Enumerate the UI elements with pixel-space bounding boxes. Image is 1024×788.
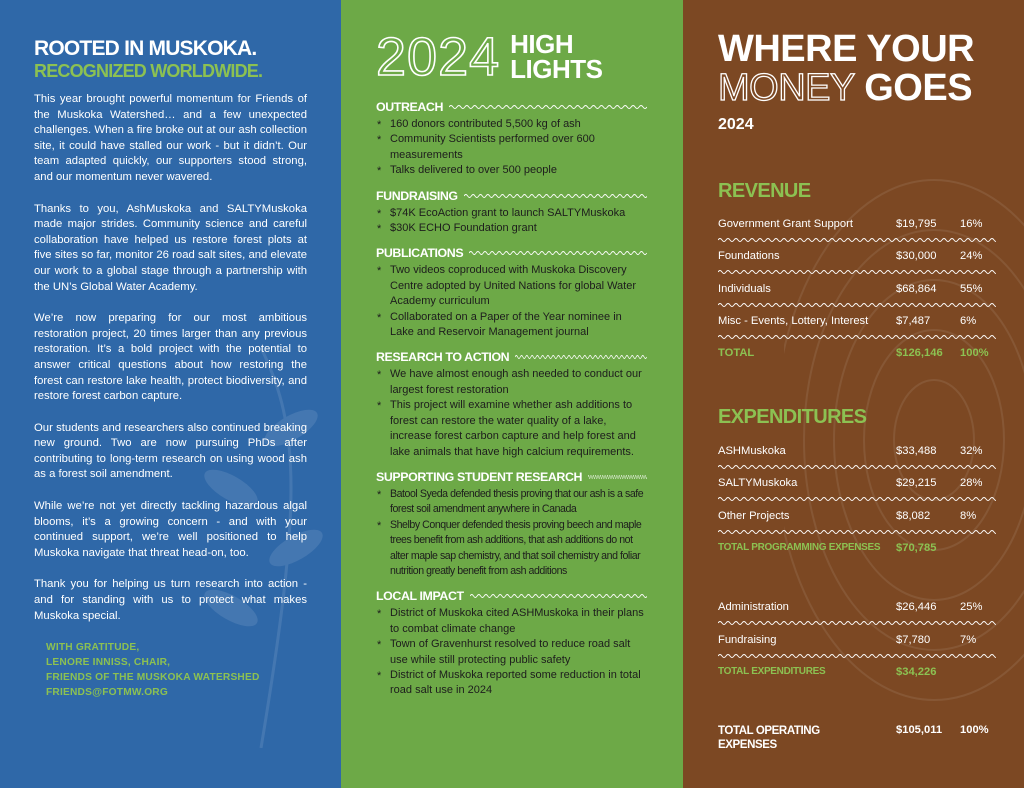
table-row (718, 218, 1008, 238)
wavy-divider (718, 528, 996, 536)
bullet-list (376, 263, 647, 340)
section-title-text: FUNDRAISING (376, 188, 458, 203)
list-item: * Batool Syeda defended thesis proving that our ash is a safe forest soil amendment anywhere in Canada (376, 487, 647, 518)
wavy-divider (515, 353, 647, 361)
row-percent: 24% (960, 250, 983, 262)
revenue-total-row (718, 347, 1008, 367)
list-item: * District of Muskoka reported some reduction in total road salt use in 2024 (376, 668, 647, 699)
row-percent: 28% (960, 477, 983, 489)
section-title-publications (376, 246, 647, 260)
finances-title-goes: GOES (864, 67, 973, 109)
table-row (718, 283, 1008, 303)
bullet-list (376, 606, 647, 698)
section-title-fundraising (376, 189, 647, 203)
operating-total-row (718, 724, 1008, 756)
signoff-line: FRIENDS OF THE MUSKOKA WATERSHED (46, 672, 260, 684)
section-title-local-impact (376, 589, 647, 603)
overhead-total-row (718, 666, 1008, 686)
highlights-word (510, 29, 603, 84)
bullet-list (376, 367, 647, 459)
table-row (718, 510, 1008, 530)
row-label: Misc - Events, Lottery, Interest (718, 315, 869, 327)
finances-title-line2 (718, 68, 994, 108)
list-item: * District of Muskoka cited ASHMuskoka in their plans to combat climate change (376, 606, 647, 637)
row-percent: 25% (960, 601, 983, 613)
list-item: * $74K EcoAction grant to launch SALTYMuskoka (376, 206, 647, 221)
row-percent: 6% (960, 315, 977, 327)
highlights-year: 2024 (376, 27, 501, 87)
letter-panel (0, 0, 341, 788)
row-label (718, 724, 820, 752)
row-label: Government Grant Support (718, 218, 853, 230)
list-item: * Two videos coproduced with Muskoka Discovery Centre adopted by United Nations for global Water Academy curriculum (376, 263, 647, 309)
signoff-email[interactable]: FRIENDS@FOTMW.ORG (46, 687, 168, 699)
letter-paragraph: While we’re not yet directly tackling hazardous algal blooms, it’s a growing concern - and with your continued support, we’re well positioned to help Muskoka navigate that threat head-on, too. (34, 500, 307, 559)
letter-paragraph: Thanks to you, AshMuskoka and SALTYMuskoka made major strides. Community science and careful collaboration have helped us restore forest plots at five sites so far, monitor 26 road salt sites, and elevate our work to a global stage through a partnership with the UN’s Global Water Academy. (34, 202, 307, 293)
row-amount: $7,487 (896, 315, 931, 327)
row-amount: $30,000 (896, 250, 937, 262)
table-row (718, 634, 1008, 654)
row-label-line: EXPENSES (718, 739, 777, 751)
wavy-divider (718, 236, 996, 244)
bullet-list (376, 117, 647, 179)
row-amount: $34,226 (896, 666, 937, 678)
letter-paragraph: Our students and researchers also continued breaking new ground. Two are now pursuing PhDs after contributing to long-term research on using wood ash as a forest soil amendment. (34, 421, 307, 481)
row-label: TOTAL EXPENDITURES (718, 666, 826, 677)
section-title-outreach (376, 100, 647, 114)
row-percent: 7% (960, 634, 977, 646)
row-label: ASHMuskoka (718, 445, 786, 457)
list-item: * Collaborated on a Paper of the Year nominee in Lake and Reservoir Management journal (376, 310, 647, 341)
wavy-divider (449, 103, 647, 111)
finances-year: 2024 (718, 116, 754, 133)
wavy-divider (464, 192, 647, 200)
row-amount: $33,488 (896, 445, 937, 457)
row-amount: $19,795 (896, 218, 937, 230)
highlights-heading (376, 28, 647, 86)
row-amount: $126,146 (896, 347, 943, 359)
section-title-text: SUPPORTING STUDENT RESEARCH (376, 469, 583, 484)
row-amount: $68,864 (896, 283, 937, 295)
wavy-divider (718, 268, 996, 276)
section-title-text: PUBLICATIONS (376, 246, 464, 261)
row-amount: $7,780 (896, 634, 931, 646)
wavy-divider (588, 473, 647, 481)
section-title-student-research (376, 470, 647, 484)
row-label: SALTYMuskoka (718, 477, 798, 489)
finances-title-line1: WHERE YOUR (718, 28, 975, 70)
row-percent: 100% (960, 724, 989, 736)
highlights-word-line: LIGHTS (510, 54, 603, 84)
list-item: * We have almost enough ash needed to conduct our largest forest restoration (376, 367, 647, 398)
row-percent: 8% (960, 510, 977, 522)
section-title-text: LOCAL IMPACT (376, 589, 464, 604)
row-percent: 32% (960, 445, 983, 457)
list-item: * Talks delivered to over 500 people (376, 163, 647, 178)
signoff-line: LENORE INNISS, CHAIR, (46, 657, 171, 669)
letter-paragraph: Thank you for helping us turn research into action - and for standing with us to protect what makes Muskoka special. (34, 578, 307, 622)
wavy-divider (718, 652, 996, 660)
list-item: * Community Scientists performed over 600 measurements (376, 132, 647, 163)
highlights-panel (341, 0, 683, 788)
wavy-divider (718, 495, 996, 503)
signoff-line: WITH GRATITUDE, (46, 642, 140, 654)
letter-subheading: RECOGNIZED WORLDWIDE. (34, 61, 263, 81)
letter-paragraph: This year brought powerful momentum for Friends of the Muskoka Watershed… and a few unexpected challenges. When a fire broke out at our ash collection site, it could have stalled our work - but it didn’t. Our team adapted quickly, our supporters stood strong, and our momentum never wavered. (34, 93, 307, 183)
bullet-list (376, 487, 647, 579)
letter-heading: ROOTED IN MUSKOKA. (34, 37, 257, 60)
row-amount: $8,082 (896, 510, 931, 522)
table-row (718, 477, 1008, 497)
wavy-divider (718, 619, 996, 627)
finances-panel (683, 0, 1024, 788)
revenue-title: REVENUE (718, 180, 811, 202)
row-percent: 55% (960, 283, 983, 295)
wavy-divider (470, 592, 647, 600)
list-item: * This project will examine whether ash additions to forest can restore the water quality of a lake, increase forest carbon capture and help forest and lake animals that have high calcium requirements. (376, 398, 647, 460)
list-item: * Town of Gravenhurst resolved to reduce road salt use while still protecting public safety (376, 637, 647, 668)
bullet-list (376, 206, 647, 237)
section-title-research-to-action (376, 350, 647, 364)
finances-title-money: MONEY (718, 67, 855, 109)
programs-total-row (718, 542, 1008, 562)
table-row (718, 250, 1008, 270)
row-amount: $26,446 (896, 601, 937, 613)
row-percent: 16% (960, 218, 983, 230)
highlights-word-line: HIGH (510, 29, 574, 59)
leaf-pattern-decoration (161, 348, 341, 748)
letter-paragraph: We’re now preparing for our most ambitious restoration project, 20 times larger than any previous restoration. It’s a bold project with the potential to answer critical questions about how restoring the forest can restore lake health, protect biodiversity, and restore forest carbon capture. (34, 312, 307, 403)
wavy-divider (718, 301, 996, 309)
row-label: Foundations (718, 250, 780, 262)
table-row (718, 315, 1008, 335)
row-amount: $70,785 (896, 542, 937, 554)
list-item: * 160 donors contributed 5,500 kg of ash (376, 117, 647, 132)
row-label: Individuals (718, 283, 771, 295)
expenditures-title: EXPENDITURES (718, 406, 867, 428)
wavy-divider (718, 333, 996, 341)
row-label: TOTAL (718, 347, 755, 359)
row-amount: $105,011 (896, 724, 943, 736)
list-item: * $30K ECHO Foundation grant (376, 221, 647, 236)
wavy-divider (718, 463, 996, 471)
list-item: * Shelby Conquer defended thesis proving beech and maple trees benefit from ash additions, that ash additions do not alter maple sap chemistry, and that soil chemistry and foliar nutrition greatly benefit from ash additions (376, 518, 647, 580)
section-title-text: RESEARCH TO ACTION (376, 350, 510, 365)
table-row (718, 601, 1008, 621)
row-label: Administration (718, 601, 789, 613)
row-label: TOTAL PROGRAMMING EXPENSES (718, 542, 881, 553)
wavy-divider (469, 249, 647, 257)
row-label: Other Projects (718, 510, 790, 522)
row-amount: $29,215 (896, 477, 937, 489)
row-percent: 100% (960, 347, 989, 359)
row-label-line: TOTAL OPERATING (718, 725, 820, 737)
row-label: Fundraising (718, 634, 777, 646)
section-title-text: OUTREACH (376, 100, 444, 114)
table-row (718, 445, 1008, 465)
